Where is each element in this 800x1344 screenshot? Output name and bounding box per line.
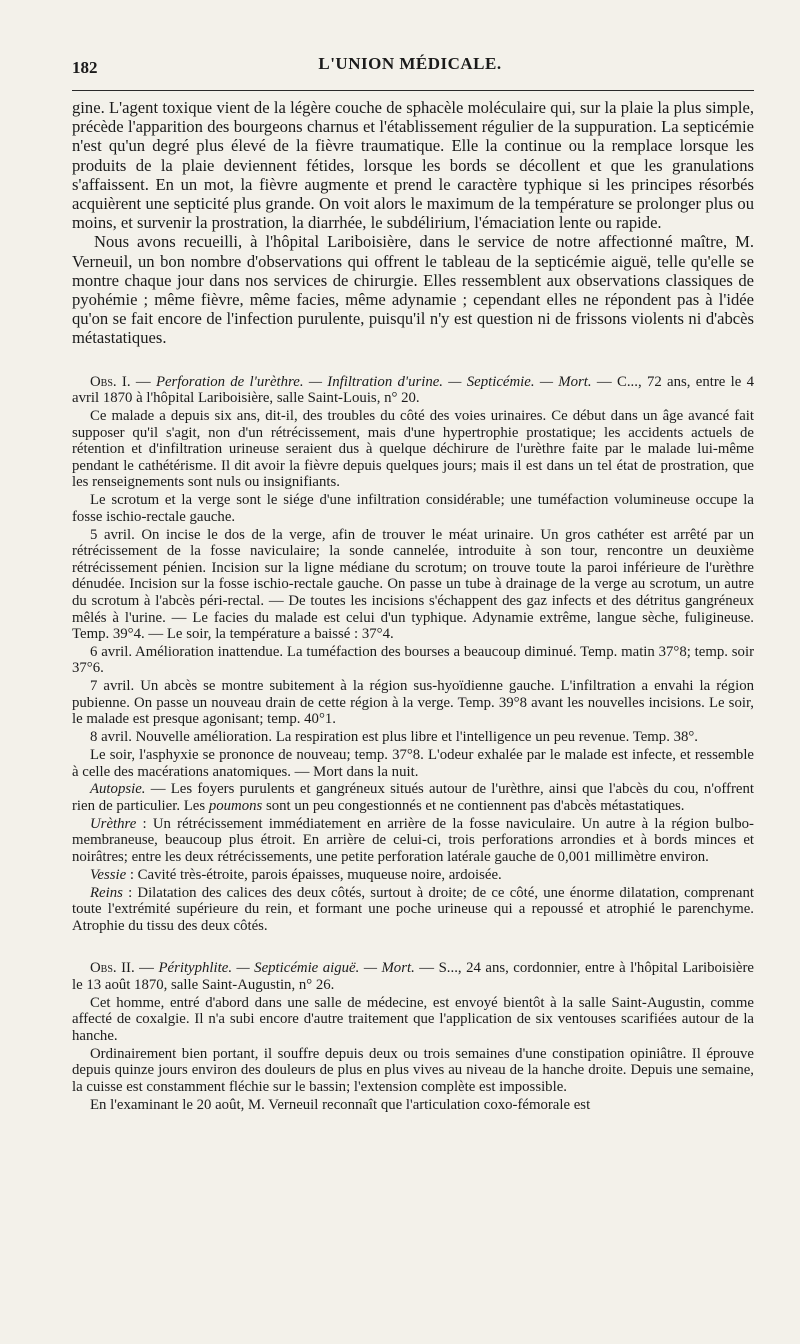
paragraph: Nous avons recueilli, à l'hôpital Lariboisière, dans le service de notre affectionné maître, M. Verneuil, un bon nombre d'observations qui offrent le tableau de la septicémie aiguë, telle qu'elle se montre chaque jour dans nos services de chirurgie. Elles ressemblent aux observations classiques de pyohémie ; même fièvre, même facies, même adynamie ; cependant elles ne répondent pas à l'idée qu'on se fait encore de l'infection purulente, puisqu'il n'y est question ni de frissons violents ni d'abcès métastatiques. — [72, 232, 754, 348]
autopsie-paragraph — [72, 781, 754, 814]
header-rule — [72, 90, 754, 91]
autopsie-text-end: sont un peu congestionnés et ne contiennent pas d'abcès métastatiques. — [262, 797, 685, 814]
urethre-text: : Un rétrécissement immédiatement en arrière de la fosse naviculaire. Un autre à la région bulbo-membraneuse, beaucoup plus étroit. En arrière de celui-ci, trois perforations arrondies et à bords minces et noirâtres; entre les deux rétrécissements, une petite perforation latérale gauche de 0,001 millimètre environ. — [72, 815, 754, 865]
paragraph: Ce malade a depuis six ans, dit-il, des troubles du côté des voies urinaires. Ce début dans un âge avancé fait supposer qu'il s'agit, non d'un rétrécissement, mais d'une hypertrophie prostatique; les accidents actuels de rétention et d'infiltration urineuse seraient dus à quelque déchirure de l'urèthre faite par le malade lui-même pendant le cathétérisme. Il dit avoir la fièvre depuis quelques jours; mais il est dans un tel état de prostration, que les renseignements sont nuls ou insignifiants. — [72, 408, 754, 491]
observation-label: Obs. II. — — [90, 960, 154, 977]
paragraph: 8 avril. Nouvelle amélioration. La respiration est plus libre et l'intelligence un peu revenue. Temp. 38°. — [90, 729, 699, 746]
autopsie-label: Autopsie. — [90, 781, 146, 798]
article-body — [72, 98, 754, 1114]
vessie-label: Vessie — [90, 866, 127, 883]
paragraph: Ordinairement bien portant, il souffre depuis deux ou trois semaines d'une constipation opiniâtre. Il éprouve depuis quinze jours environ des douleurs de plus en plus vives au niveau de la hanche droite. Depuis une semaine, la cuisse est constamment fléchie sur le bassin; l'extension complète est impossible. — [72, 1045, 754, 1095]
paragraph: Cet homme, entré d'abord dans une salle de médecine, est envoyé bientôt à la salle Saint-Augustin, comme affecté de coxalgie. Il n'a subi encore d'autre traitement que l'application de six ventouses scarifiées autour de la hanche. — [72, 994, 754, 1044]
observation-patient: — C..., 72 ans, entre le 4 avril 1870 à l'hôpital Lariboisière, salle Saint-Louis, n° 20. — [72, 373, 754, 407]
autopsie-text: — Les foyers purulents et gangréneux situés autour de l'urèthre, ainsi que l'abcès du cou, n'offrent rien de particulier. Les — [72, 781, 754, 814]
paragraph: Le scrotum et la verge sont le siége d'une infiltration considérable; une tuméfaction volumineuse occupe la fosse ischio-rectale gauche. — [72, 492, 754, 525]
intro-section — [72, 98, 754, 348]
journal-title: L'UNION MÉDICALE. — [318, 54, 502, 73]
paragraph: 6 avril. Amélioration inattendue. La tuméfaction des bourses a beaucoup diminué. Temp. matin 37°8; temp. soir 37°6. — [72, 643, 754, 677]
observation-heading — [72, 960, 754, 993]
observation-1 — [72, 374, 754, 935]
urethre-paragraph — [72, 816, 754, 866]
observation-title: Pérityphlite. — Septicémie aiguë. — Mort. — [158, 960, 415, 977]
vessie-text: : Cavité très-étroite, parois épaisses, muqueuse noire, ardoisée. — [126, 866, 502, 883]
observation-heading — [72, 374, 754, 407]
paragraph: En l'examinant le 20 août, M. Verneuil reconnaît que l'articulation coxo-fémorale est — [90, 1096, 591, 1113]
poumons-term: poumons — [208, 797, 263, 814]
observation-2 — [72, 960, 754, 1113]
observation-label: Obs. I. — — [90, 373, 151, 390]
paragraph: 5 avril. On incise le dos de la verge, afin de trouver le méat urinaire. Un gros cathéter est arrêté par un rétrécissement de la fosse naviculaire; la sonde cannelée, introduite à son tour, rencontre un deuxième rétrécissement pénien. Incision sur la ligne médiane du scrotum; on trouve toute la paroi inférieure de l'urèthre dénudée. Incision sur la fosse ischio-rectale gauche. On passe un tube à drainage de la verge au scrotum, un autre du scrotum à l'abcès péri-rectal. — De toutes les incisions s'échappent des gaz infects et des détritus gangréneux mêlés à l'urine. — Le facies du malade est celui d'un typhique. Adynamie extrême, langue sèche, fuligineuse. Temp. 39°4. — Le soir, la température a baissé : 37°4. — [72, 526, 754, 643]
reins-paragraph — [72, 885, 754, 935]
paragraph: gine. L'agent toxique vient de la légère couche de sphacèle moléculaire qui, sur la plaie la plus simple, précède l'apparition des bourgeons charnus et l'établissement régulier de la suppuration. La septicémie n'est qu'un degré plus élevé de la fièvre traumatique. Elle la continue ou la remplace lorsque les produits de la plaie deviennent fétides, lorsque les bords se décollent et que les granulations s'affaissent. En un mot, la fièvre augmente et prend le caractère typhique si les principes résorbés acquièrent une septicité plus grande. On voit alors le maximum de la température se prolonger plus ou moins, et survenir la prostration, la diarrhée, le subdélirium, l'émaciation lente ou rapide. — [72, 98, 754, 233]
observation-title: Perforation de l'urèthre. — Infiltration d'urine. — Septicémie. — Mort. — [155, 373, 592, 390]
vessie-paragraph — [72, 867, 754, 884]
page-number: 182 — [72, 58, 98, 77]
urethre-label: Urèthre — [90, 815, 137, 832]
observation-patient: — S..., 24 ans, cordonnier, entre à l'hôpital Lariboisière le 13 août 1870, salle Saint-Augustin, n° 26. — [72, 960, 754, 993]
page-header — [72, 52, 748, 78]
paragraph: 7 avril. Un abcès se montre subitement à la région sus-hyoïdienne gauche. L'infiltration a envahi la région pubienne. On passe un nouveau drain de cette région à la verge. Temp. 39°8 avant les nouvelles incisions. Le soir, le malade est presque agonisant; temp. 40°1. — [72, 678, 754, 728]
paragraph: Le soir, l'asphyxie se prononce de nouveau; temp. 37°8. L'odeur exhalée par le malade est infecte, et ressemble à celle des macérations anatomiques. — Mort dans la nuit. — [72, 747, 754, 780]
reins-text: : Dilatation des calices des deux côtés, surtout à droite; de ce côté, une énorme dilatation, comprenant toute l'extrémité supérieure du rein, et formant une poche urineuse qui a repoussé et atrophié le parenchyme. Atrophie du tissu des deux côtés. — [72, 884, 754, 934]
reins-label: Reins — [90, 884, 123, 901]
